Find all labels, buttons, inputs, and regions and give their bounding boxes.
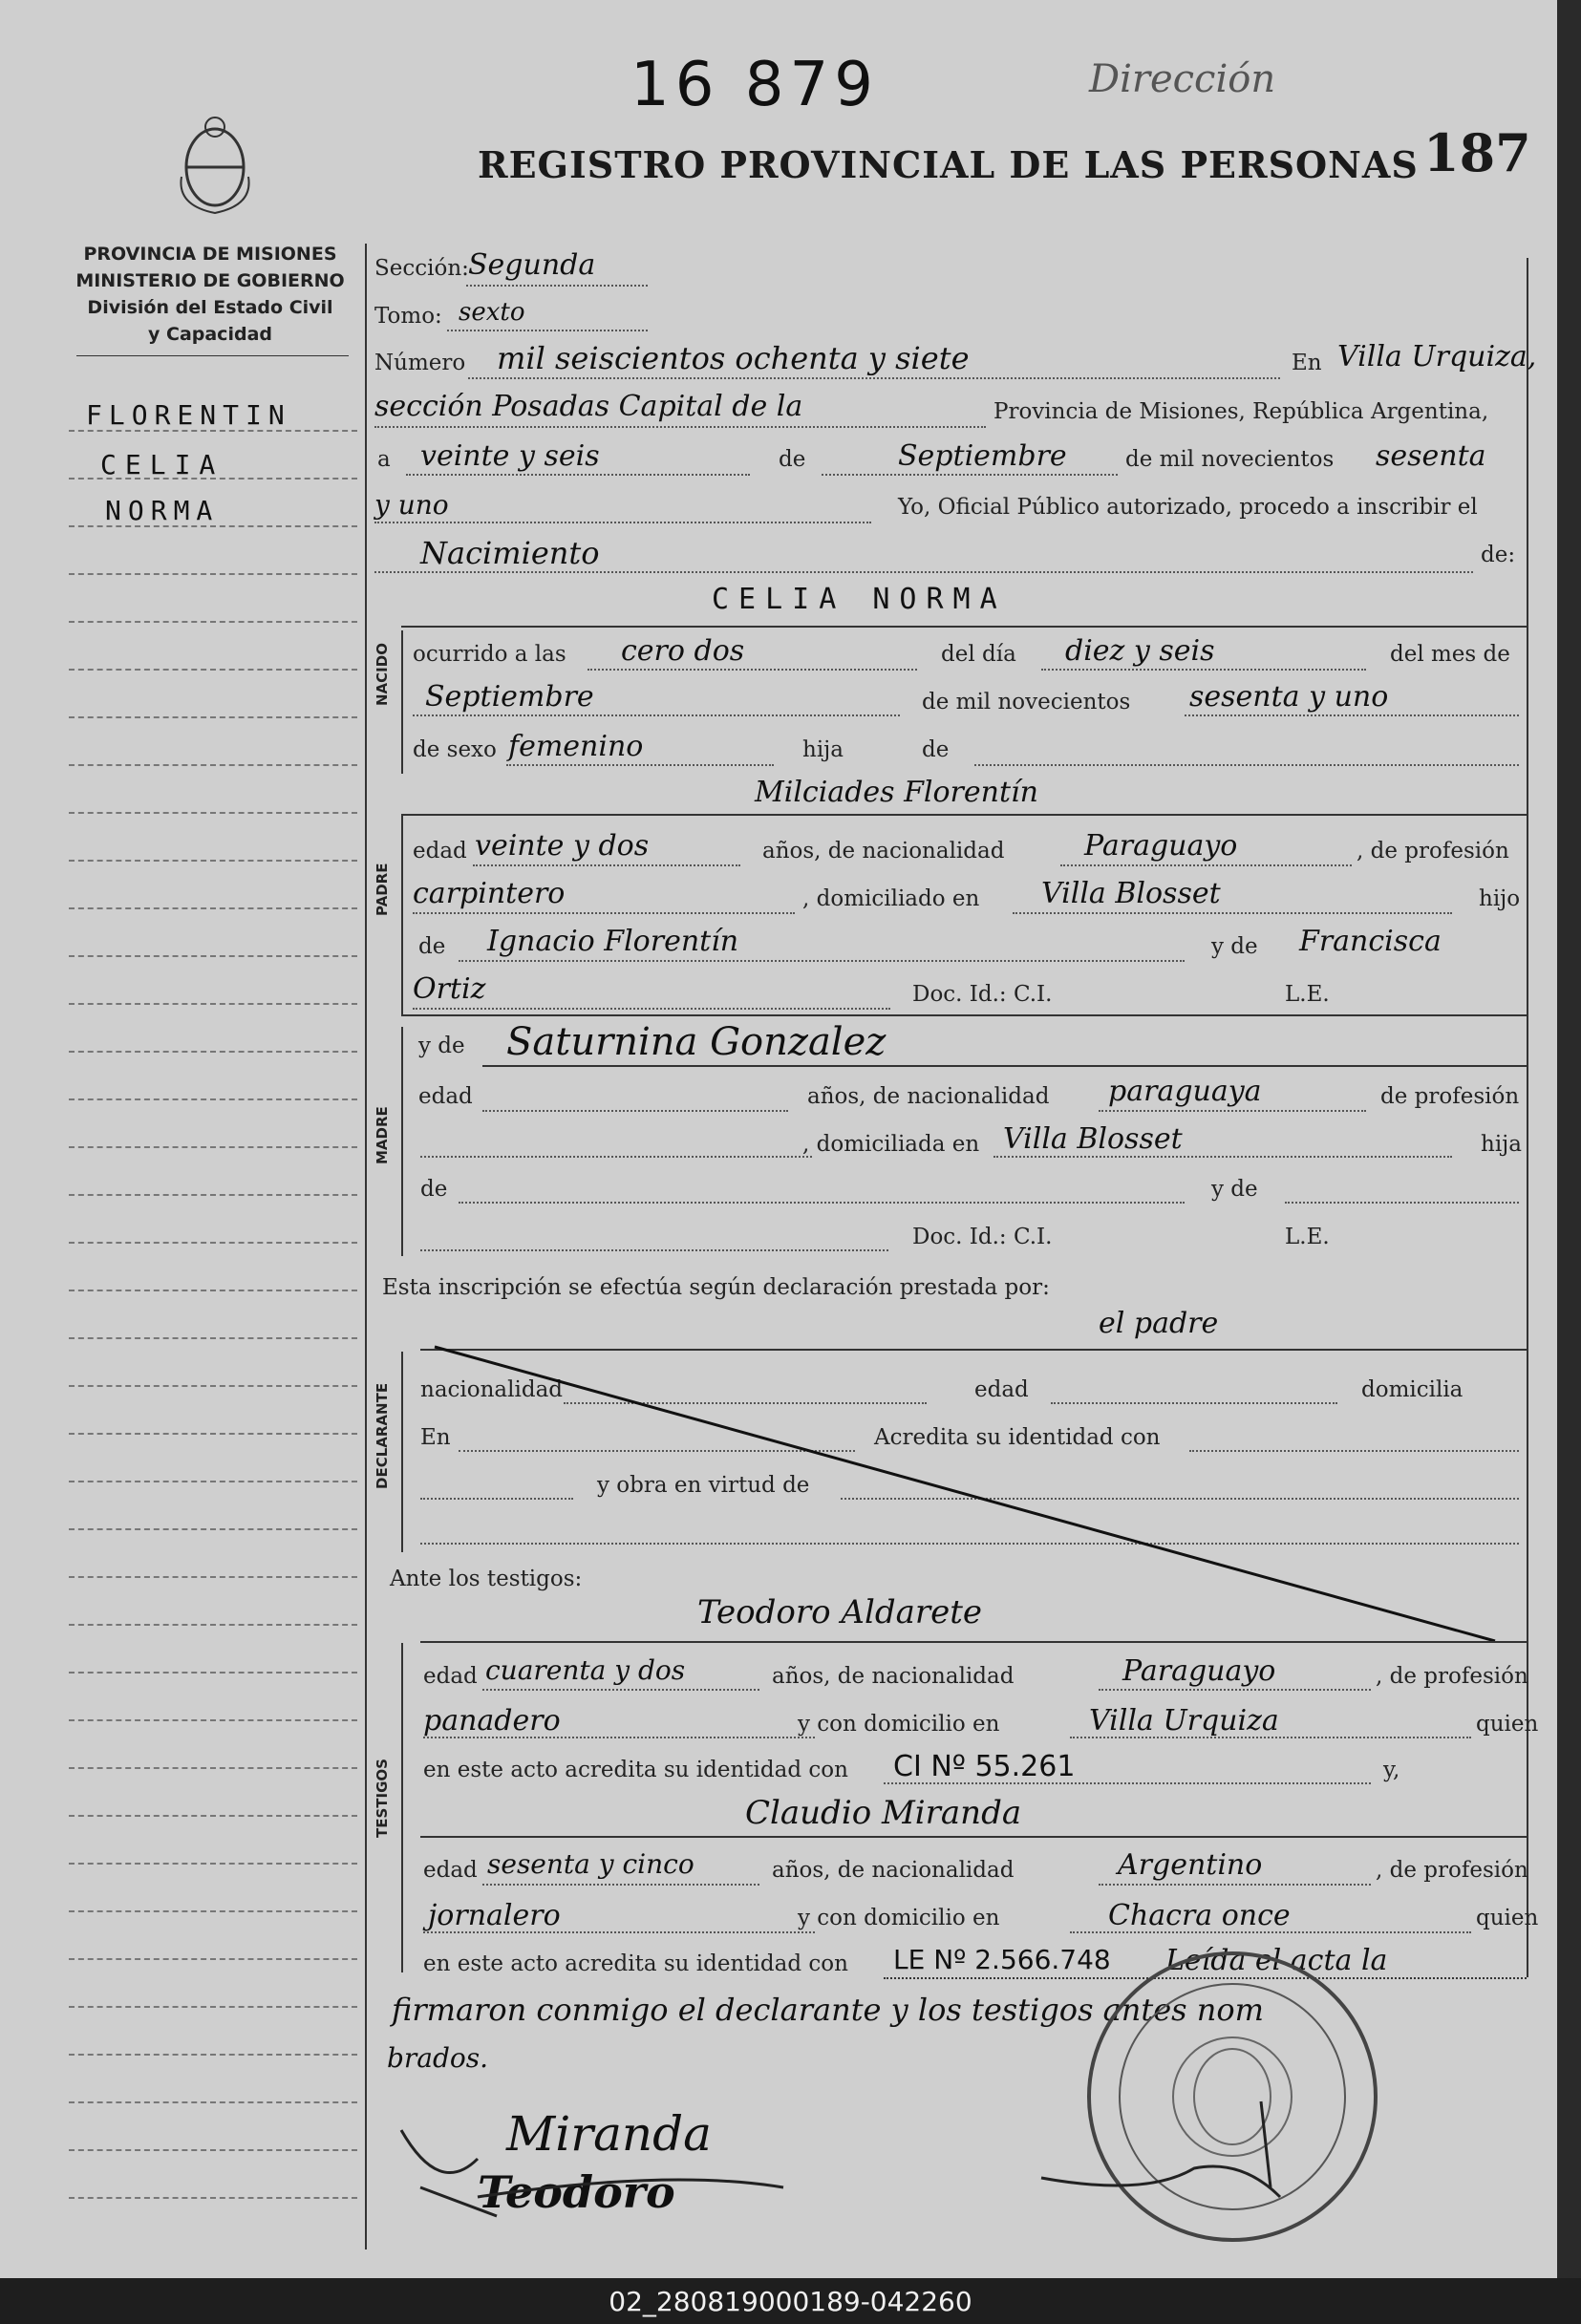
value-testigo2-edad: sesenta y cinco <box>487 1848 694 1880</box>
agency-line-1: PROVINCIA DE MISIONES <box>83 244 337 265</box>
value-testigo1-doc: CI Nº 55.261 <box>893 1750 1076 1783</box>
label-en: En <box>1292 351 1322 375</box>
label-en-declarante: En <box>420 1425 451 1450</box>
value-cierre-2: firmaron conmigo el declarante y los testigos antes nom <box>392 1992 1264 2028</box>
value-lugar: sección Posadas Capital de la <box>374 390 803 423</box>
label-hijo: hijo <box>1479 886 1521 911</box>
value-testigo1-domicilio: Villa Urquiza <box>1089 1704 1279 1738</box>
value-anio-1: sesenta <box>1376 439 1486 473</box>
label-y-comma: y, <box>1383 1758 1400 1782</box>
label-madre-doc: Doc. Id.: C.I. <box>912 1225 1053 1249</box>
label-declaracion: Esta inscripción se efectúa según declaración prestada por: <box>382 1275 1050 1300</box>
value-mes: Septiembre <box>425 680 594 714</box>
label-del-mes: del mes de <box>1390 642 1510 667</box>
footer-image-id: 02_280819000189-042260 <box>609 2286 972 2317</box>
value-nombre-nacido: CELIA NORMA <box>712 583 1007 616</box>
signature-miranda: Miranda <box>506 2106 712 2162</box>
agency-line-4: y Capacidad <box>148 324 272 345</box>
value-madre-domicilio: Villa Blosset <box>1003 1122 1183 1156</box>
label-y-de-madre: y de <box>418 1034 465 1058</box>
label-testigo2-nacionalidad: años, de nacionalidad <box>772 1858 1015 1883</box>
value-madre-nacionalidad: paraguaya <box>1108 1075 1262 1108</box>
value-mes-inscripcion: Septiembre <box>898 439 1067 473</box>
value-tomo: sexto <box>459 298 525 327</box>
label-oficial: Yo, Oficial Público autorizado, procedo a inscribir el <box>898 495 1478 520</box>
label-nacionalidad: nacionalidad <box>420 1377 564 1402</box>
label-de-mes: de <box>779 447 806 472</box>
label-testigo1-profesion: , de profesión <box>1376 1664 1528 1689</box>
label-de-abuelo-materno: de <box>420 1177 448 1202</box>
value-testigo1-profesion: panadero <box>423 1704 561 1738</box>
label-ocurrido: ocurrido a las <box>413 642 566 667</box>
value-padre-nacionalidad: Paraguayo <box>1084 829 1238 863</box>
signature-teodoro: Teodoro <box>478 2166 675 2218</box>
label-testigo1-nacionalidad: años, de nacionalidad <box>772 1664 1015 1689</box>
label-de-colon: de: <box>1481 543 1516 567</box>
label-padre-domicilio: , domiciliado en <box>802 886 980 911</box>
handwritten-note: Dirección <box>1089 57 1276 101</box>
label-madre-nacionalidad: años, de nacionalidad <box>807 1084 1050 1109</box>
value-declarante: el padre <box>1099 1307 1219 1340</box>
agency-line-2: MINISTERIO DE GOBIERNO <box>75 270 345 291</box>
side-label-declarante: DECLARANTE <box>374 1382 391 1489</box>
value-anio: sesenta y uno <box>1189 680 1389 714</box>
value-padre-nombre: Milciades Florentín <box>755 776 1038 809</box>
label-padre-le: L.E. <box>1285 982 1330 1007</box>
value-anio-2: y uno <box>374 489 449 521</box>
label-del-dia: del día <box>941 642 1016 667</box>
value-dia-inscripcion: veinte y seis <box>420 439 600 473</box>
value-en: Villa Urquiza, <box>1337 340 1537 373</box>
side-label-madre: MADRE <box>374 1106 391 1164</box>
value-padre-profesion: carpintero <box>413 877 566 910</box>
label-testigo1-edad: edad <box>423 1664 478 1689</box>
value-testigo2-profesion: jornalero <box>428 1899 561 1932</box>
label-testigo2-domicilio: y con domicilio en <box>798 1906 1000 1930</box>
value-acto: Nacimiento <box>420 535 600 571</box>
label-y-de-abuela-materna: y de <box>1211 1177 1258 1202</box>
label-padre-nacionalidad: años, de nacionalidad <box>762 839 1005 864</box>
side-label-testigos: TESTIGOS <box>374 1759 391 1838</box>
value-testigo2-doc: LE Nº 2.566.748 <box>893 1944 1111 1975</box>
value-madre-nombre: Saturnina Gonzalez <box>506 1020 887 1064</box>
label-testigo1-en-este-acto: en este acto acredita su identidad con <box>423 1758 848 1782</box>
label-madre-le: L.E. <box>1285 1225 1330 1249</box>
label-numero: Número <box>374 351 466 375</box>
margin-first-name: CELIA <box>100 449 224 480</box>
label-hija: hija <box>802 737 844 762</box>
value-testigo2-domicilio: Chacra once <box>1108 1899 1291 1932</box>
value-sexo: femenino <box>508 730 644 763</box>
value-abuelo-paterno: Ignacio Florentín <box>487 925 739 958</box>
label-testigo2-profesion: , de profesión <box>1376 1858 1528 1883</box>
page-title: REGISTRO PROVINCIAL DE LAS PERSONAS <box>478 143 1419 186</box>
label-testigos-intro: Ante los testigos: <box>390 1567 583 1591</box>
label-obra: y obra en virtud de <box>597 1473 810 1498</box>
label-testigo2-quien: quien <box>1476 1906 1539 1930</box>
label-sexo: de sexo <box>413 737 497 762</box>
value-abuela-paterna-1: Francisca <box>1299 925 1442 958</box>
label-y-de-abuela: y de <box>1211 934 1258 959</box>
label-provincia: Provincia de Misiones, República Argentina, <box>993 399 1489 424</box>
label-testigo2-edad: edad <box>423 1858 478 1883</box>
value-testigo2-nombre: Claudio Miranda <box>745 1794 1022 1832</box>
label-testigo1-domicilio: y con domicilio en <box>798 1712 1000 1737</box>
page-number: 187 <box>1423 122 1531 183</box>
value-cierre-3: brados. <box>387 2042 489 2074</box>
value-seccion: Segunda <box>468 248 596 282</box>
side-label-nacido: NACIDO <box>374 643 391 706</box>
label-padre-profesion: , de profesión <box>1357 839 1509 864</box>
label-madre-profesion: de profesión <box>1380 1084 1520 1109</box>
label-de-hija: de <box>922 737 950 762</box>
label-a: a <box>377 447 391 472</box>
label-mil-novecientos: de mil novecientos <box>1125 447 1335 472</box>
value-testigo1-edad: cuarenta y dos <box>485 1654 686 1686</box>
label-padre-edad: edad <box>413 839 467 864</box>
agency-line-3: División del Estado Civil <box>87 297 333 318</box>
label-testigo2-en-este-acto: en este acto acredita su identidad con <box>423 1951 848 1976</box>
value-dia: diez y seis <box>1065 634 1215 668</box>
label-domicilia: domicilia <box>1361 1377 1463 1402</box>
value-testigo2-nacionalidad: Argentino <box>1118 1848 1263 1882</box>
value-padre-domicilio: Villa Blosset <box>1041 877 1221 910</box>
label-edad-declarante: edad <box>974 1377 1029 1402</box>
label-padre-doc: Doc. Id.: C.I. <box>912 982 1053 1007</box>
label-madre-edad: edad <box>418 1084 473 1109</box>
label-seccion: Sección: <box>374 256 469 281</box>
label-de-abuelo: de <box>418 934 446 959</box>
value-abuela-paterna-2: Ortiz <box>413 972 486 1006</box>
margin-second-name: NORMA <box>105 495 220 526</box>
handwritten-file-number: 16 879 <box>630 50 879 120</box>
value-testigo1-nacionalidad: Paraguayo <box>1122 1654 1276 1688</box>
value-cierre-1: Leída el acta la <box>1165 1944 1388 1977</box>
label-hija-madre: hija <box>1481 1132 1523 1157</box>
label-testigo1-quien: quien <box>1476 1712 1539 1737</box>
label-mil-novecientos-2: de mil novecientos <box>922 690 1131 714</box>
side-label-padre: PADRE <box>374 863 391 916</box>
label-madre-domicilio: , domiciliada en <box>802 1132 980 1157</box>
value-testigo1-nombre: Teodoro Aldarete <box>697 1593 983 1631</box>
margin-surname: FLORENTIN <box>86 399 291 431</box>
value-numero: mil seiscientos ochenta y siete <box>497 340 970 376</box>
label-acredita: Acredita su identidad con <box>874 1425 1161 1450</box>
value-hora: cero dos <box>621 634 745 668</box>
label-tomo: Tomo: <box>374 304 442 329</box>
value-padre-edad: veinte y dos <box>475 829 650 863</box>
